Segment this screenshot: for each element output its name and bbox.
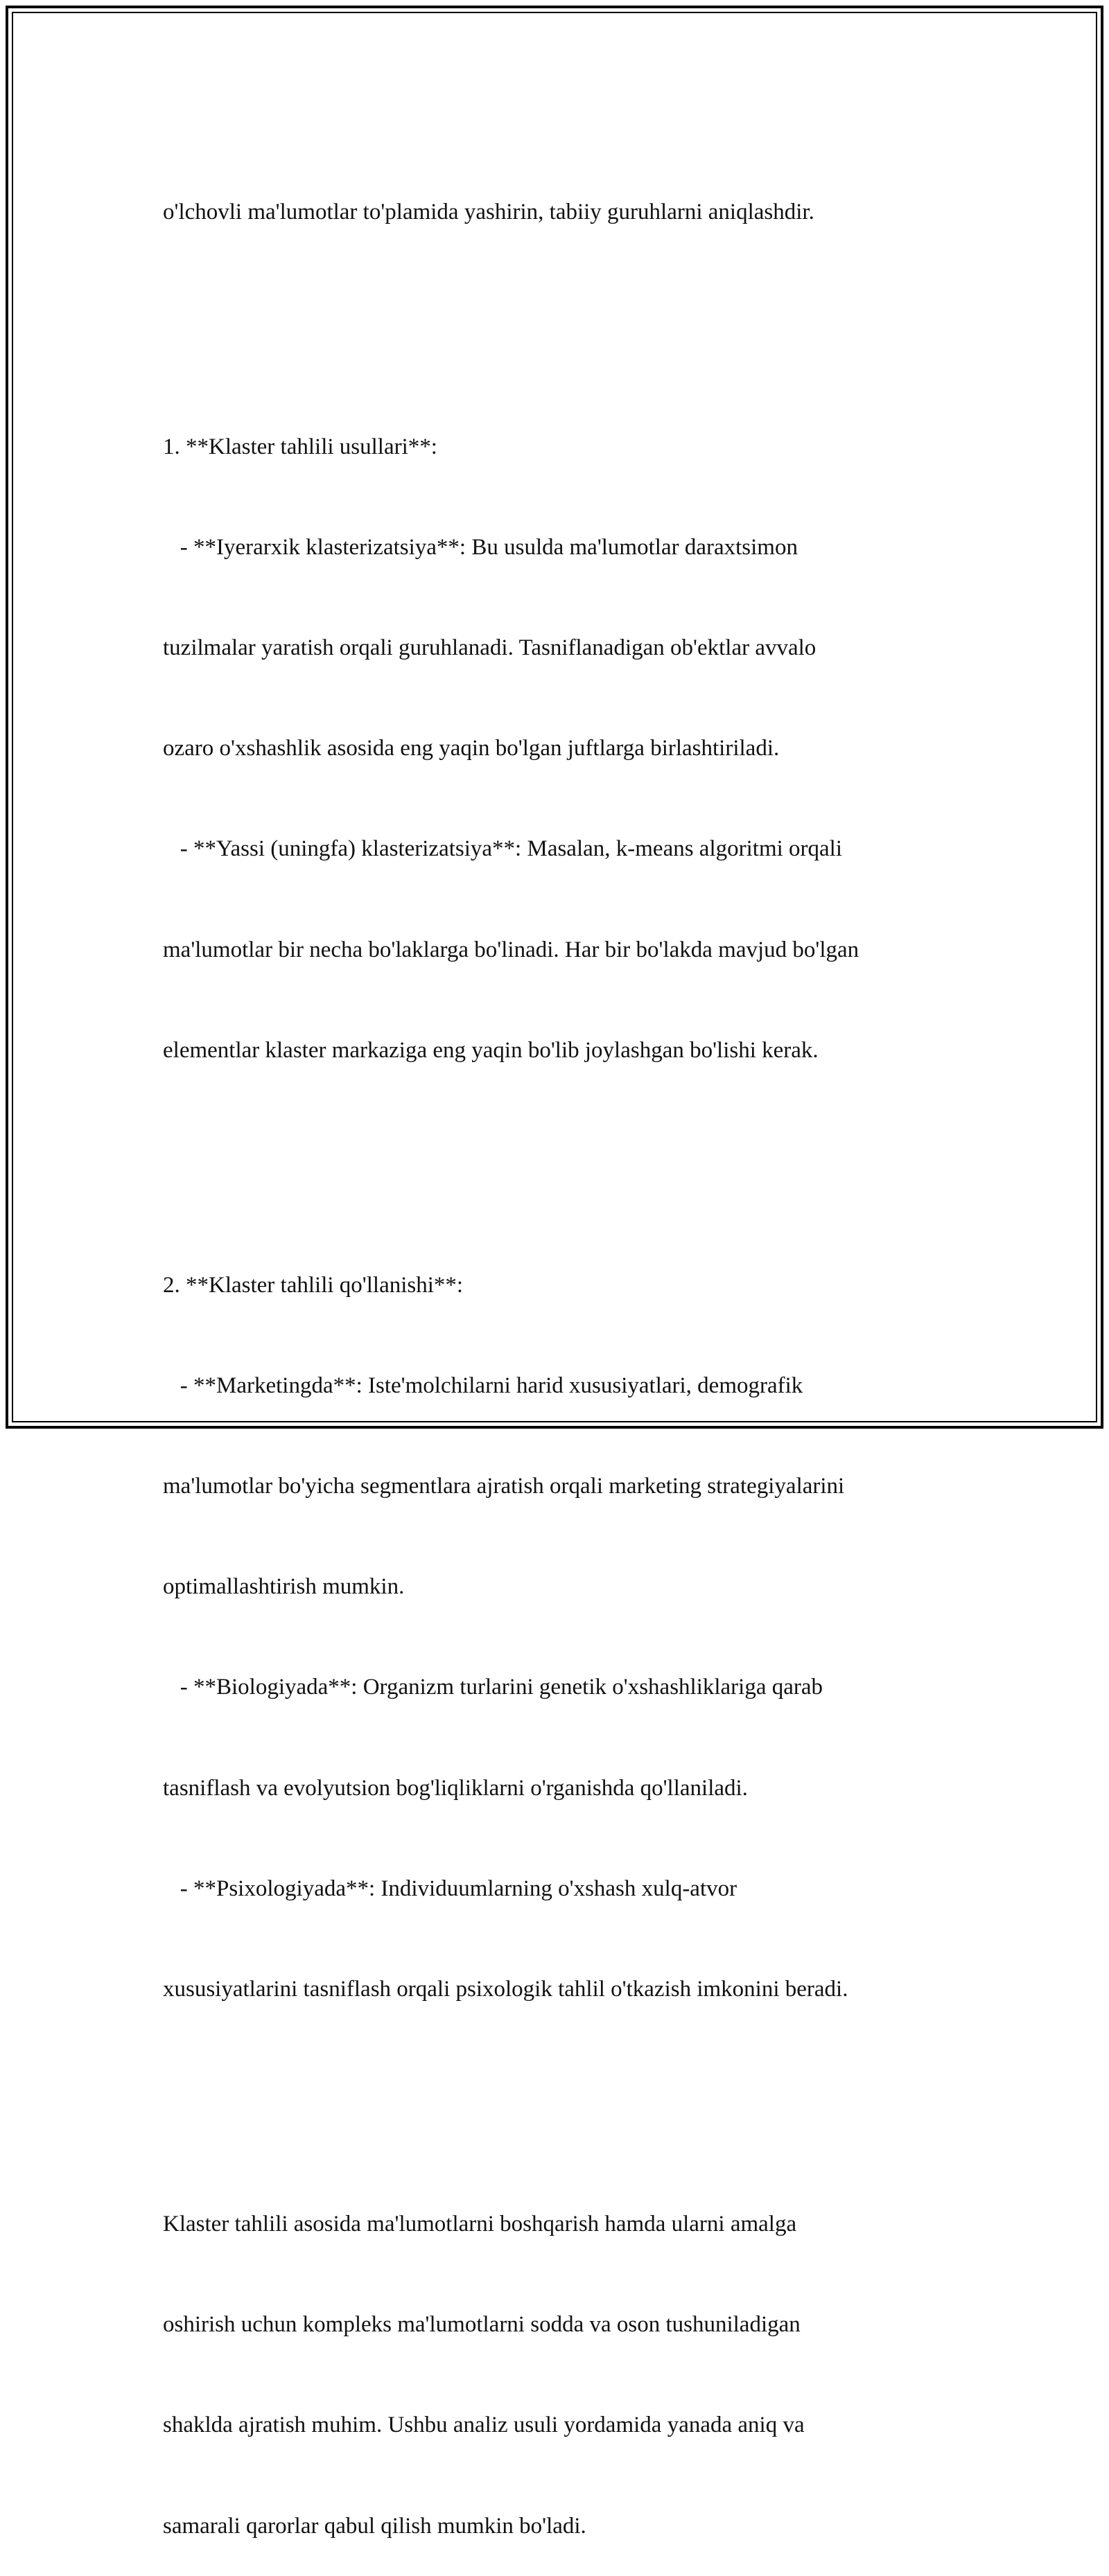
- section-2-line: optimallashtirish mumkin.: [163, 1574, 405, 1600]
- section-2-line: - **Marketingda**: Iste'molchilarni harid xususiyatlari, demografik: [163, 1373, 803, 1398]
- section-1-line: ma'lumotlar bir necha bo'laklarga bo'linadi. Har bir bo'lakda mavjud bo'lgan: [163, 937, 859, 962]
- section-1-line: ozaro o'xshashlik asosida eng yaqin bo'lgan juftlarga birlashtiriladi.: [163, 736, 780, 761]
- paragraph-spacer: [163, 1134, 946, 1167]
- paragraph-spacer: [163, 296, 946, 329]
- section-2-heading: 2. **Klaster tahlili qo'llanishi**:: [163, 1272, 464, 1298]
- section-2-line: tasniflash va evolyutsion bog'liqliklarni o'rganishda qo'llaniladi.: [163, 1775, 748, 1801]
- conclusion-line: samarali qarorlar qabul qilish mumkin bo'ladi.: [163, 2513, 586, 2539]
- section-1-heading: 1. **Klaster tahlili usullari**:: [163, 434, 437, 459]
- document-body: [163, 128, 946, 2576]
- section-1-line: - **Yassi (uningfa) klasterizatsiya**: Masalan, k-means algoritmi orqali: [163, 836, 843, 862]
- section-1-line: tuzilmalar yaratish orqali guruhlanadi. Tasniflanadigan ob'ektlar avvalo: [163, 635, 817, 661]
- section-2-line: xususiyatlarini tasniflash orqali psixologik tahlil o'tkazish imkonini beradi.: [163, 1977, 848, 2002]
- section-1-line: - **Iyerarxik klasterizatsiya**: Bu usulda ma'lumotlar daraxtsimon: [163, 534, 798, 560]
- section-2-line: - **Psixologiyada**: Individuumlarning o'xshash xulq-atvor: [163, 1876, 737, 1901]
- conclusion-line: Klaster tahlili asosida ma'lumotlarni boshqarish hamda ularni amalga: [163, 2211, 797, 2237]
- paragraph-spacer: [163, 2073, 946, 2106]
- conclusion-line: shaklda ajratish muhim. Ushbu analiz usuli yordamida yanada aniq va: [163, 2412, 805, 2438]
- conclusion-line: oshirish uchun kompleks ma'lumotlarni sodda va oson tushuniladigan: [163, 2312, 801, 2338]
- section-1-line: elementlar klaster markaziga eng yaqin bo'lib joylashgan bo'lishi kerak.: [163, 1037, 819, 1063]
- section-2-line: - **Biologiyada**: Organizm turlarini genetik o'xshashliklariga qarab: [163, 1675, 823, 1700]
- section-2-line: ma'lumotlar bo'yicha segmentlara ajratish orqali marketing strategiyalarini: [163, 1474, 845, 1499]
- intro-line: o'lchovli ma'lumotlar to'plamida yashirin, tabiiy guruhlarni aniqlashdir.: [163, 199, 814, 224]
